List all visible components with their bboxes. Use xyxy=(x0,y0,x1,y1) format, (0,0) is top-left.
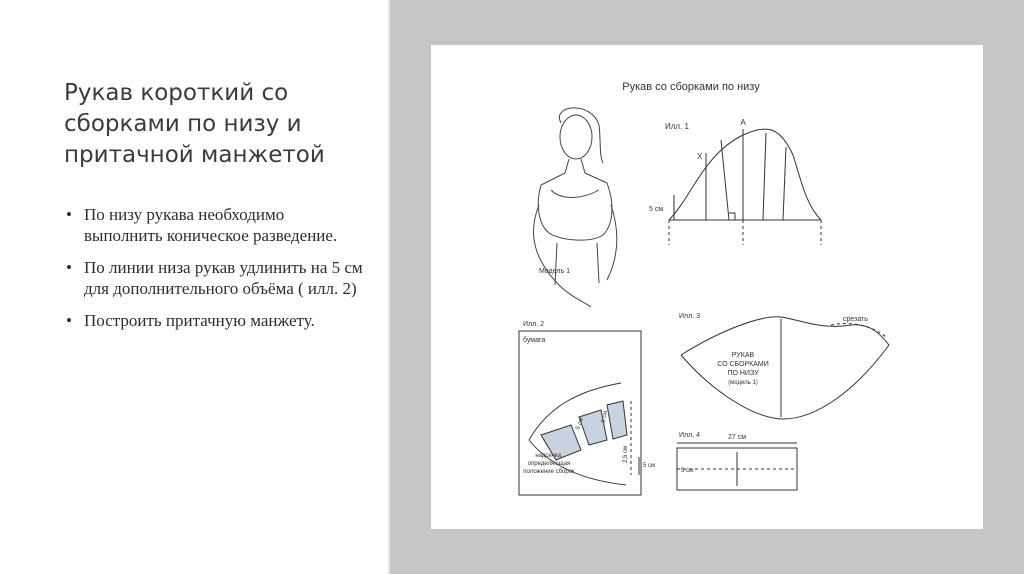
ill4-27cm: 27 см xyxy=(727,434,747,441)
sleeve-label-3: ПО НИЗУ xyxy=(727,370,759,377)
bullet-item-2: • По линии низа рукав удлинить на 5 см для дополнительного объёма ( илл. 2) xyxy=(64,257,364,299)
cut-label: срезать xyxy=(843,316,868,323)
notch-note-line2: определяющая xyxy=(527,461,571,467)
ill1-sleeve-draft xyxy=(669,129,821,245)
ill4-5cm: 5 см xyxy=(681,468,694,474)
ill1-label: Илл. 1 xyxy=(665,122,689,131)
ill2-5cm-side: 5 см xyxy=(643,463,656,469)
notch-note-line3: положение сборок xyxy=(523,469,575,475)
sleeve-label-4: (модель 1) xyxy=(728,380,758,386)
notch-note-line1: надсечка, xyxy=(535,453,563,459)
ill2-2-5cm: 2,5 см xyxy=(623,445,629,463)
ill4-label: Илл. 4 xyxy=(679,432,700,439)
ill2-5cm-a: 5 см xyxy=(575,417,586,431)
bullet-list xyxy=(64,204,364,342)
ill3-label: Илл. 3 xyxy=(679,313,700,320)
point-a-label: А xyxy=(740,118,746,127)
ill1-5cm-label: 5 см xyxy=(649,206,664,213)
paper-label: бумага xyxy=(523,337,546,344)
model-label: Модель 1 xyxy=(539,268,570,275)
ill2-label: Илл. 2 xyxy=(523,321,544,328)
model-illustration xyxy=(533,108,616,307)
pattern-drawing xyxy=(431,45,983,529)
sleeve-label-2: СО СБОРКАМИ xyxy=(717,361,769,368)
slide-title: Рукав короткий со сборками по низу и притачной манжетой xyxy=(64,80,325,168)
figure-heading: Рукав со сборками по низу xyxy=(622,81,760,93)
point-x-label: Х xyxy=(697,152,703,161)
ill3-sleeve-shape xyxy=(681,317,889,419)
sleeve-label-1: РУКАВ xyxy=(731,352,755,359)
sleeve-pattern-figure xyxy=(431,45,983,529)
bullet-item-3: • Построить притачную манжету. xyxy=(64,310,364,331)
bullet-item-1: • По низу рукава необходимо выполнить коническое разведение. xyxy=(64,204,364,246)
ill2-5cm-b: 5 см xyxy=(601,410,610,424)
ill4-cuff xyxy=(677,443,797,490)
